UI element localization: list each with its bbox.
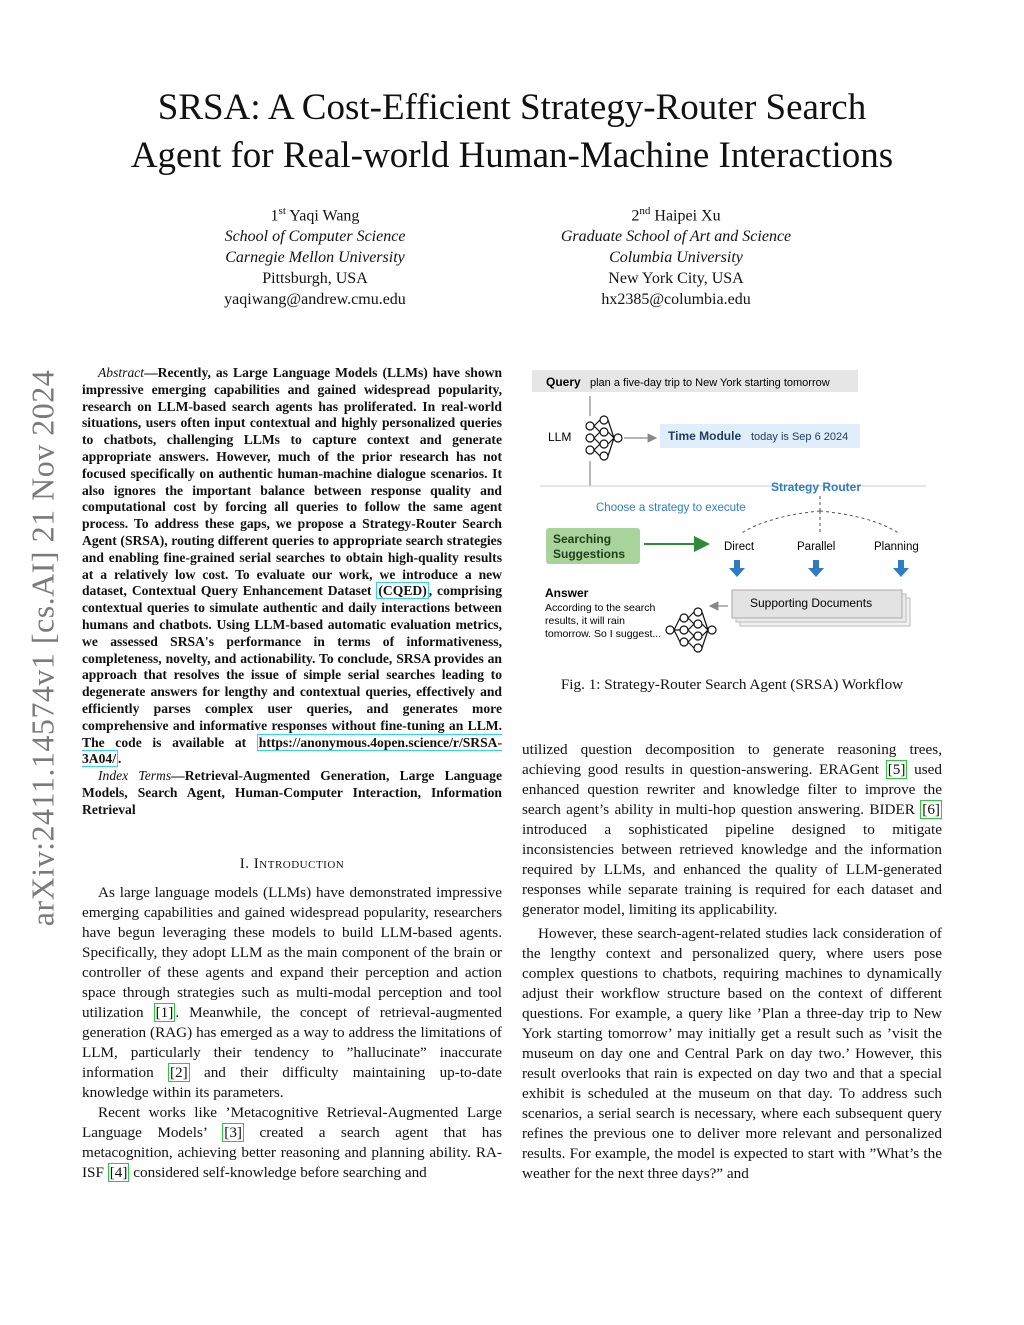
right-paragraph-2: However, these search-agent-related studies lack consideration of the lengthy context and personalized query, where users pose complex questions to chatbots, requiring machines to dynamically adjust their workflow structure based on the context of different questions. For example, a query like ’Plan a three-day trip to New York starting tomorrow’ may initially get a result such as ’visit the museum on day one and Central Park on day two.’ However, this result overlooks that rain is expected on day two and that a special exhibit is scheduled at the museum on that day. To address such scenarios, a serial search is necessary, where each subsequent query refines the previous one to deliver more relevant and personalized results. For example, the model is expected to start with ”What’s the weather for the next three days?” and <box>522 925 942 1182</box>
paper-title <box>60 84 964 180</box>
author-city: Pittsburgh, USA <box>262 270 368 288</box>
down-arrow-direct <box>729 560 745 577</box>
section-numeral: I. <box>239 856 250 872</box>
answer-line-3: tomorrow. So I suggest... <box>545 628 662 640</box>
figure-caption: Fig. 1: Strategy-Router Search Agent (SRSA) Workflow <box>560 676 904 693</box>
text-run: considered self-knowledge before searching and <box>129 1164 427 1181</box>
citation-2[interactable]: [2] <box>169 1064 188 1081</box>
citation-5[interactable]: [5] <box>887 761 906 778</box>
abstract <box>82 365 502 819</box>
author-org: Carnegie Mellon University <box>225 249 405 267</box>
router-fan <box>740 496 900 534</box>
title-line-1: SRSA: A Cost-Efficient Strategy-Router Search <box>157 87 867 128</box>
author-email[interactable]: yaqiwang@andrew.cmu.edu <box>224 291 406 309</box>
author-dept: School of Computer Science <box>224 228 406 246</box>
text-run: introduced a sophisticated pipeline designed to mitigate inconsistencies between retrieved knowledge and the information required by LLMs, and enhanced the quality of LLM-generated responses while separate training is required for each dataset and generator model, limiting its applicability. <box>522 821 942 918</box>
text-run: utilized question decomposition to generate reasoning trees, achieving good results in question-answering. ERAGent <box>522 741 942 778</box>
author-email[interactable]: hx2385@columbia.edu <box>601 291 751 309</box>
citation-4[interactable]: [4] <box>109 1164 128 1181</box>
citation-6[interactable]: [6] <box>922 801 940 818</box>
citation-1[interactable]: [1] <box>155 1004 174 1021</box>
llm-label: LLM <box>548 430 572 444</box>
time-module-text: today is Sep 6 2024 <box>751 431 849 443</box>
searching-line-2: Suggestions <box>553 547 626 561</box>
intro-left-column <box>82 883 502 1183</box>
author-ordinal-sup: st <box>278 205 286 217</box>
down-arrow-parallel <box>808 560 824 577</box>
section-title: Introduction <box>253 856 345 872</box>
neural-net-icon <box>586 416 622 460</box>
strategy-router-label: Strategy Router <box>771 480 862 494</box>
author-dept: Graduate School of Art and Science <box>560 228 792 246</box>
author-ordinal-sup: nd <box>639 205 651 217</box>
intro-paragraph-1 <box>82 883 502 1103</box>
abstract-label: Abstract <box>98 365 145 380</box>
intro-paragraph-2 <box>82 1103 502 1183</box>
index-terms-label: Index Terms <box>98 768 172 784</box>
arxiv-stamp <box>20 355 66 940</box>
query-text: plan a five-day trip to New York starting tomorrow <box>590 377 830 389</box>
query-label: Query <box>546 375 581 389</box>
author-city: New York City, USA <box>608 270 744 288</box>
text-run: created a search agent that has metacognition, achieving better reasoning and planning ability. RA-ISF <box>82 1124 502 1181</box>
arxiv-id[interactable]: arXiv:2411.14574v1 [cs.AI] 21 Nov 2024 <box>24 369 61 926</box>
abstract-text-a: —Recently, as Large Language Models (LLMs) have shown impressive emerging capabilities and gained widespread popularity, research on LLM-based search agents has proliferated. In real-world situations, users often input contextual and highly personalized queries to chatbots, challenging LLMs to capture context and generate appropriate answers. However, much of the prior research has not focused specifically on authentic human-machine dialogue scenarios. It also ignores the important balance between response quality and computational cost by forcing all queries to follow the same agent process. To address these gaps, we propose a Strategy-Router Search Agent (SRSA), routing different queries to appropriate search strategies and enabling fine-grained serial searches to obtain high-quality results at a relatively low cost. To evaluate our work, we introduce a new dataset, Contextual Query Enhancement Dataset <box>82 365 502 599</box>
supporting-documents-label: Supporting Documents <box>750 596 873 610</box>
searching-line-1: Searching <box>553 532 612 546</box>
citation-3[interactable]: [3] <box>224 1124 242 1141</box>
neural-net-icon-2 <box>666 608 716 652</box>
author-block-1 <box>165 201 465 310</box>
figure-1 <box>528 366 928 666</box>
strategy-planning[interactable]: Planning <box>874 541 919 553</box>
section-heading <box>82 856 502 873</box>
strategy-parallel[interactable]: Parallel <box>797 541 836 553</box>
text-run: used enhanced question rewriter and knowledge filter to improve the search agent’s ability in multi-hop question answering. BIDER <box>522 761 942 818</box>
strategy-direct[interactable]: Direct <box>724 541 755 553</box>
answer-label: Answer <box>545 586 589 600</box>
author-name: Yaqi Wang <box>289 207 360 225</box>
author-ordinal: 1 <box>270 207 279 225</box>
abstract-text-c: . <box>117 751 122 767</box>
author-name: Haipei Xu <box>654 207 721 225</box>
text-run: . Meanwhile, the concept of retrieval-augmented generation (RAG) has emerged as a way to address the limitations of LLM, particularly their tendency to ”hallucinate” inaccurate information <box>82 1004 502 1081</box>
text-run: Recent works like ’Metacognitive Retrieval-Augmented Large Language Models’ <box>82 1104 502 1141</box>
answer-line-2: results, it will rain <box>545 615 625 627</box>
text-run: and their difficulty maintaining up-to-date knowledge within its parameters. <box>82 1064 503 1101</box>
down-arrows <box>729 560 909 577</box>
title-line-2: Agent for Real-world Human-Machine Interactions <box>130 135 894 176</box>
time-module-label: Time Module <box>668 429 742 443</box>
answer-line-1: According to the search <box>545 602 656 614</box>
cqed-link[interactable]: (CQED) <box>378 583 427 599</box>
author-ordinal: 2 <box>631 207 640 225</box>
abstract-text-b: , comprising contextual queries to simulate authentic and daily interactions between humans and chatbots. Using LLM-based automatic evaluation metrics, we assessed SRSA's performance in terms of informativeness, completeness, novelty, and actionability. To conclude, SRSA provides an approach that resolves the issue of simple serial searches leading to degenerate answers for lengthy and contextual queries, effectively and efficiently parses complex user queries, and generates more comprehensive and informative responses without fine-tuning an LLM. The code is available at <box>82 583 502 750</box>
right-paragraph-1 <box>522 740 942 920</box>
choose-strategy-text: Choose a strategy to execute <box>596 502 746 514</box>
text-run: As large language models (LLMs) have demonstrated impressive emerging capabilities and gained widespread popularity, researchers have begun leveraging these models to build LLM-based agents. Specifically, they adopt LLM as the main component of the brain or controller of these agents and expand their perception and action space through strategies such as multi-modal perception and tool utilization <box>82 884 502 1021</box>
author-block-2 <box>526 201 826 310</box>
author-org: Columbia University <box>609 249 743 267</box>
down-arrow-planning <box>893 560 909 577</box>
workflow-diagram <box>528 366 928 666</box>
index-terms-text: —Retrieval-Augmented Generation, Large Language Models, Search Agent, Human-Computer Interaction, Information Retrieval <box>82 768 502 817</box>
code-url-link[interactable]: https://anonymous.4open.science/r/SRSA-3A04/ <box>82 734 502 767</box>
right-column <box>522 740 942 1184</box>
